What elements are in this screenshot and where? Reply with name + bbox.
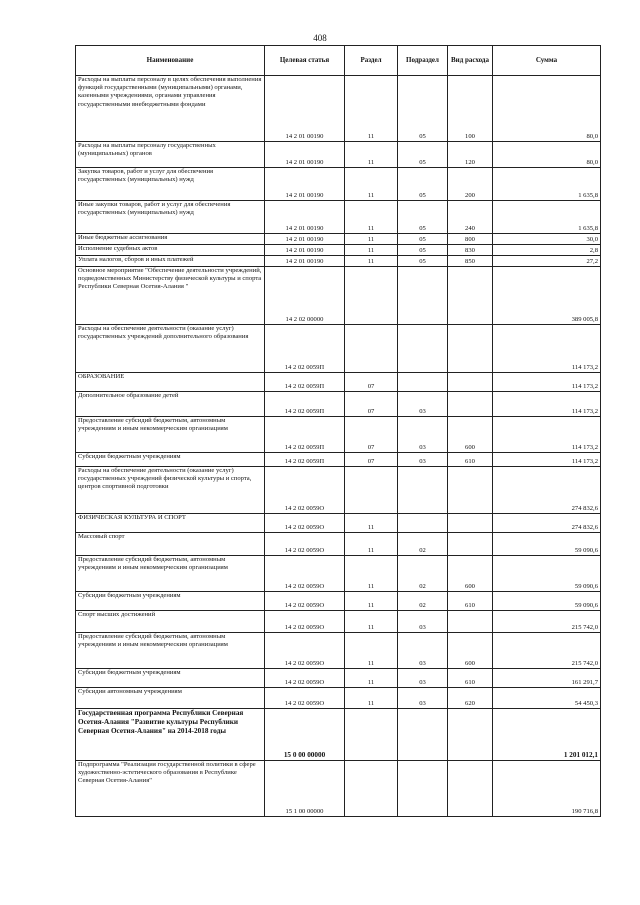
header-target-code: Целевая статья [265,46,345,76]
cell-sum: 114 173,2 [493,325,601,373]
cell-section: 11 [345,556,398,592]
cell-subsection: 03 [398,417,448,453]
cell-sum: 1 635,8 [493,168,601,201]
cell-expense-type: 610 [448,669,493,688]
cell-expense-type [448,325,493,373]
cell-target-code: 14 2 02 0059П [265,373,345,392]
cell-name: Иные закупки товаров, работ и услуг для обеспечения государственных (муниципальных) нужд [76,201,265,234]
table-row [76,467,601,514]
cell-section [345,761,398,817]
cell-section: 11 [345,533,398,556]
cell-expense-type [448,709,493,761]
cell-sum: 274 832,6 [493,514,601,533]
cell-name: Основное мероприятие "Обеспечение деятельности учреждений, подведомственных Министерству физической культуры и спорта Республики Северная Осетия-Алания " [76,267,265,325]
cell-name: Исполнение судебных актов [76,245,265,256]
header-name: Наименование [76,46,265,76]
cell-name: Расходы на выплаты персоналу в целях обеспечения выполнения функций государственными (муниципальными) органами, казенными учреждениями, органами управления государственными внебюджетными фондами [76,76,265,142]
cell-sum: 59 090,6 [493,556,601,592]
cell-subsection [398,709,448,761]
cell-section: 07 [345,373,398,392]
table-row [76,709,601,761]
cell-subsection: 05 [398,234,448,245]
cell-section: 07 [345,392,398,417]
cell-target-code: 14 2 02 0059О [265,592,345,611]
cell-target-code: 14 2 02 0059О [265,611,345,633]
cell-sum: 1 635,8 [493,201,601,234]
cell-name: Субсидии бюджетным учреждениям [76,453,265,467]
cell-sum: 27,2 [493,256,601,267]
cell-section [345,709,398,761]
cell-section: 11 [345,234,398,245]
cell-expense-type: 600 [448,633,493,669]
cell-name: Государственная программа Республики Северная Осетия-Алания "Развитие культуры Республики Северная Осетия-Алания" на 2014-2018 годы [76,709,265,761]
cell-target-code: 14 2 02 0059П [265,417,345,453]
cell-target-code: 14 2 01 00190 [265,201,345,234]
cell-target-code: 14 2 02 0059О [265,467,345,514]
cell-expense-type: 800 [448,234,493,245]
header-section: Раздел [345,46,398,76]
cell-target-code: 14 2 01 00190 [265,168,345,201]
cell-expense-type [448,267,493,325]
table-header-row [76,46,601,76]
cell-name: Дополнительное образование детей [76,392,265,417]
cell-sum: 215 742,0 [493,633,601,669]
cell-subsection: 05 [398,201,448,234]
cell-sum: 30,0 [493,234,601,245]
cell-target-code: 14 2 02 0059О [265,514,345,533]
cell-name: Массовый спорт [76,533,265,556]
cell-subsection: 03 [398,688,448,709]
cell-section: 11 [345,669,398,688]
cell-sum: 161 291,7 [493,669,601,688]
cell-sum: 389 005,8 [493,267,601,325]
cell-name: ОБРАЗОВАНИЕ [76,373,265,392]
cell-subsection: 05 [398,168,448,201]
cell-expense-type: 610 [448,592,493,611]
cell-subsection [398,373,448,392]
cell-sum: 114 173,2 [493,392,601,417]
table-body [76,76,601,817]
cell-expense-type: 240 [448,201,493,234]
table-row [76,142,601,168]
cell-name: Расходы на обеспечение деятельности (оказание услуг) государственных учреждений физической культуры и спорта, центров спортивной подготовки [76,467,265,514]
cell-section: 11 [345,76,398,142]
cell-sum: 59 090,6 [493,592,601,611]
cell-name: Расходы на обеспечение деятельности (оказание услуг) государственных учреждений дополнительного образования [76,325,265,373]
cell-expense-type [448,533,493,556]
cell-subsection: 03 [398,611,448,633]
table-row [76,267,601,325]
table-row [76,592,601,611]
cell-expense-type [448,467,493,514]
cell-expense-type [448,611,493,633]
table-row [76,453,601,467]
cell-section: 11 [345,168,398,201]
table-row [76,245,601,256]
cell-name: Расходы на выплаты персоналу государственных (муниципальных) органов [76,142,265,168]
cell-expense-type: 200 [448,168,493,201]
cell-target-code: 14 2 02 0059О [265,669,345,688]
cell-subsection [398,467,448,514]
table-row [76,417,601,453]
cell-name: Уплата налогов, сборов и иных платежей [76,256,265,267]
cell-section: 11 [345,514,398,533]
cell-sum: 54 450,3 [493,688,601,709]
cell-expense-type: 120 [448,142,493,168]
cell-target-code: 15 0 00 00000 [265,709,345,761]
table-row [76,392,601,417]
cell-sum: 80,0 [493,142,601,168]
cell-section: 11 [345,611,398,633]
cell-name: ФИЗИЧЕСКАЯ КУЛЬТУРА И СПОРТ [76,514,265,533]
header-sum: Сумма [493,46,601,76]
cell-name: Предоставление субсидий бюджетным, автономным учреждениям и иным некоммерческим организациям [76,417,265,453]
cell-section: 07 [345,417,398,453]
budget-table [75,45,601,817]
cell-name: Подпрограмма "Реализация государственной политики в сфере художественно-эстетического образования в Республике Северная Осетия-Алания" [76,761,265,817]
cell-name: Иные бюджетные ассигнования [76,234,265,245]
cell-section [345,467,398,514]
cell-subsection [398,267,448,325]
cell-subsection: 02 [398,533,448,556]
cell-section [345,267,398,325]
cell-expense-type [448,392,493,417]
cell-section: 11 [345,633,398,669]
cell-name: Закупка товаров, работ и услуг для обеспечения государственных (муниципальных) нужд [76,168,265,201]
cell-section: 11 [345,245,398,256]
cell-target-code: 14 2 01 00190 [265,234,345,245]
cell-section: 11 [345,201,398,234]
cell-expense-type [448,514,493,533]
cell-section: 11 [345,142,398,168]
cell-name: Спорт высших достижений [76,611,265,633]
cell-sum: 2,8 [493,245,601,256]
cell-name: Субсидии бюджетным учреждениям [76,592,265,611]
cell-section: 11 [345,592,398,611]
cell-section: 11 [345,688,398,709]
cell-section: 07 [345,453,398,467]
cell-target-code: 15 1 00 00000 [265,761,345,817]
cell-sum: 274 832,6 [493,467,601,514]
cell-expense-type: 850 [448,256,493,267]
cell-section: 11 [345,256,398,267]
table-row [76,533,601,556]
cell-subsection [398,761,448,817]
cell-name: Предоставление субсидий бюджетным, автономным учреждениям и иным некоммерческим организациям [76,633,265,669]
cell-target-code: 14 2 02 0059О [265,633,345,669]
table-row [76,688,601,709]
page-number: 408 [313,33,327,43]
table-row [76,611,601,633]
header-expense-type: Вид расхода [448,46,493,76]
cell-subsection: 05 [398,142,448,168]
cell-target-code: 14 2 02 00000 [265,267,345,325]
table-row [76,325,601,373]
cell-name: Субсидии бюджетным учреждениям [76,669,265,688]
cell-sum: 1 201 012,1 [493,709,601,761]
table-row [76,201,601,234]
cell-subsection: 03 [398,669,448,688]
cell-target-code: 14 2 02 0059П [265,453,345,467]
cell-expense-type: 610 [448,453,493,467]
cell-target-code: 14 2 01 00190 [265,256,345,267]
cell-subsection [398,514,448,533]
cell-target-code: 14 2 02 0059О [265,556,345,592]
header-subsection: Подраздел [398,46,448,76]
cell-sum: 190 716,8 [493,761,601,817]
cell-sum: 80,0 [493,76,601,142]
cell-subsection [398,325,448,373]
cell-target-code: 14 2 01 00190 [265,142,345,168]
cell-expense-type: 600 [448,556,493,592]
cell-subsection: 05 [398,256,448,267]
table-row [76,256,601,267]
table-row [76,234,601,245]
cell-sum: 114 173,2 [493,417,601,453]
cell-expense-type [448,373,493,392]
cell-subsection: 05 [398,76,448,142]
cell-sum: 59 090,6 [493,533,601,556]
table-row [76,76,601,142]
cell-target-code: 14 2 02 0059П [265,325,345,373]
cell-subsection: 02 [398,556,448,592]
cell-subsection: 03 [398,453,448,467]
cell-target-code: 14 2 02 0059О [265,688,345,709]
cell-subsection: 03 [398,633,448,669]
cell-subsection: 02 [398,592,448,611]
cell-name: Предоставление субсидий бюджетным, автономным учреждениям и иным некоммерческим организациям [76,556,265,592]
cell-subsection: 03 [398,392,448,417]
table-row [76,514,601,533]
cell-target-code: 14 2 02 0059П [265,392,345,417]
cell-expense-type [448,761,493,817]
table-row [76,168,601,201]
cell-section [345,325,398,373]
table-row [76,633,601,669]
table-row [76,669,601,688]
table-row [76,556,601,592]
cell-target-code: 14 2 01 00190 [265,76,345,142]
table-row [76,761,601,817]
cell-sum: 114 173,2 [493,373,601,392]
cell-expense-type: 100 [448,76,493,142]
cell-expense-type: 600 [448,417,493,453]
cell-sum: 215 742,0 [493,611,601,633]
cell-sum: 114 173,2 [493,453,601,467]
cell-subsection: 05 [398,245,448,256]
cell-target-code: 14 2 02 0059О [265,533,345,556]
cell-name: Субсидии автономным учреждениям [76,688,265,709]
table-row [76,373,601,392]
cell-expense-type: 620 [448,688,493,709]
cell-expense-type: 830 [448,245,493,256]
cell-target-code: 14 2 01 00190 [265,245,345,256]
